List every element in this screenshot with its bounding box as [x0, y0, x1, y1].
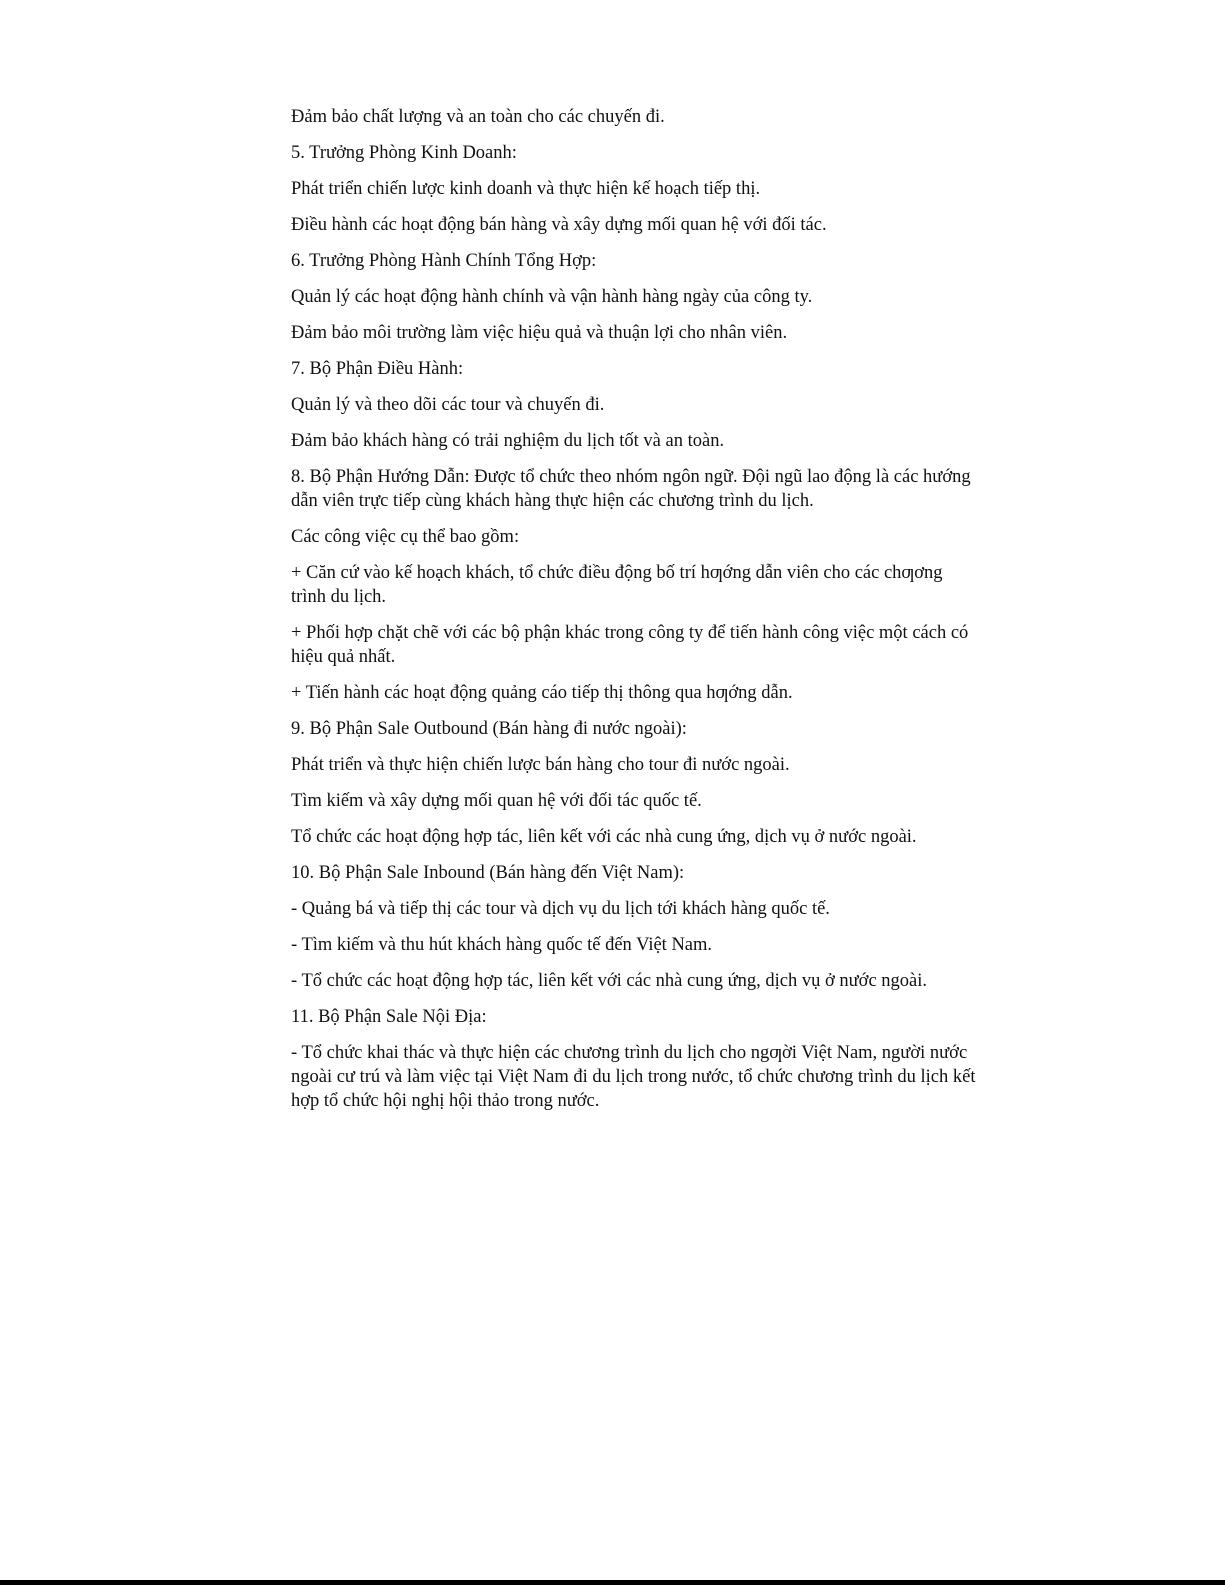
paragraph: Tổ chức các hoạt động hợp tác, liên kết với các nhà cung ứng, dịch vụ ở nước ngoài.	[291, 827, 917, 847]
paragraph: Đảm bảo khách hàng có trải nghiệm du lịch tốt và an toàn.	[291, 431, 725, 451]
list-item: - Tổ chức khai thác và thực hiện các chương trình du lịch cho ngƣời Việt Nam, người nước ngoài cư trú và làm việc tại Việt Nam đi du lịch trong nước, tổ chức chương trình du lịch kết hợp tổ chức hội nghị hội thảo trong nước.	[291, 1043, 976, 1111]
paragraph: Phát triển chiến lược kinh doanh và thực hiện kế hoạch tiếp thị.	[291, 179, 761, 199]
paragraph: Tìm kiếm và xây dựng mối quan hệ với đối tác quốc tế.	[291, 791, 702, 811]
section-heading: 8. Bộ Phận Hướng Dẫn: Được tổ chức theo nhóm ngôn ngữ. Đội ngũ lao động là các hướng dẫn viên trực tiếp cùng khách hàng thực hiện các chương trình du lịch.	[291, 467, 971, 511]
list-item: - Tìm kiếm và thu hút khách hàng quốc tế đến Việt Nam.	[291, 935, 713, 955]
paragraph: Điều hành các hoạt động bán hàng và xây dựng mối quan hệ với đối tác.	[291, 215, 827, 235]
paragraph: Đảm bảo chất lượng và an toàn cho các chuyến đi.	[291, 107, 665, 127]
paragraph: Phát triển và thực hiện chiến lược bán hàng cho tour đi nước ngoài.	[291, 755, 790, 775]
page-bottom-rule	[0, 1580, 1225, 1585]
paragraph: Đảm bảo môi trường làm việc hiệu quả và thuận lợi cho nhân viên.	[291, 323, 788, 343]
list-item: - Tổ chức các hoạt động hợp tác, liên kết với các nhà cung ứng, dịch vụ ở nước ngoài.	[291, 971, 928, 991]
section-heading: 11. Bộ Phận Sale Nội Địa:	[291, 1007, 487, 1027]
document-page	[291, 105, 981, 1125]
section-heading: 5. Trưởng Phòng Kinh Doanh:	[291, 143, 517, 163]
section-heading: 9. Bộ Phận Sale Outbound (Bán hàng đi nước ngoài):	[291, 719, 687, 739]
list-item: + Tiến hành các hoạt động quảng cáo tiếp thị thông qua hƣớng dẫn.	[291, 683, 793, 703]
paragraph: Các công việc cụ thể bao gồm:	[291, 527, 520, 547]
section-heading: 7. Bộ Phận Điều Hành:	[291, 359, 464, 379]
section-heading: 6. Trưởng Phòng Hành Chính Tổng Hợp:	[291, 251, 597, 271]
list-item: + Phối hợp chặt chẽ với các bộ phận khác trong công ty để tiến hành công việc một cách có hiệu quả nhất.	[291, 623, 969, 667]
paragraph: Quản lý các hoạt động hành chính và vận hành hàng ngày của công ty.	[291, 287, 813, 307]
section-heading: 10. Bộ Phận Sale Inbound (Bán hàng đến Việt Nam):	[291, 863, 685, 883]
list-item: - Quảng bá và tiếp thị các tour và dịch vụ du lịch tới khách hàng quốc tế.	[291, 899, 830, 919]
paragraph: Quản lý và theo dõi các tour và chuyến đi.	[291, 395, 605, 415]
list-item: + Căn cứ vào kế hoạch khách, tổ chức điều động bố trí hƣớng dẫn viên cho các chƣơng trình du lịch.	[291, 563, 943, 607]
